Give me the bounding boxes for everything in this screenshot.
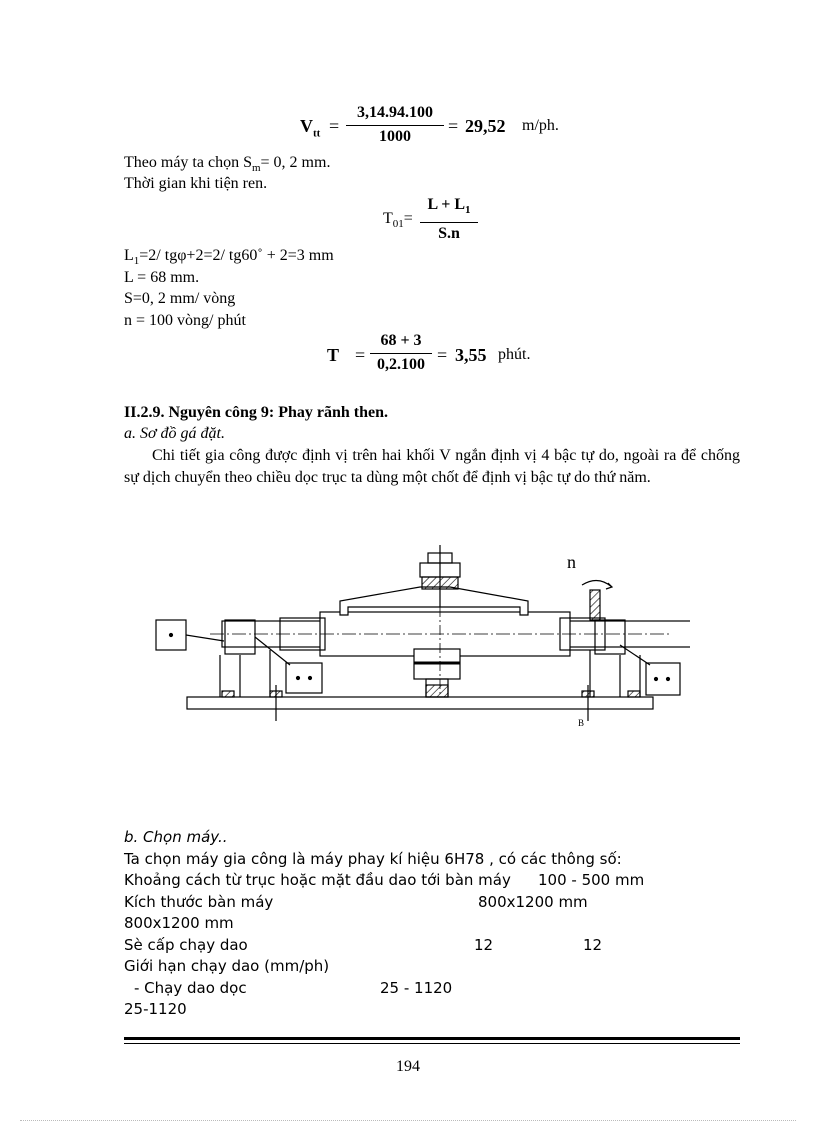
- formula-t01-numerator: $L + L_1$: [427, 196, 471, 217]
- formula-vtt-numerator: 3,14.94.100: [357, 104, 433, 121]
- formula-vtt-result: 29,52: [465, 116, 506, 136]
- spec-feed-limit-label: Giới hạn chạy dao (mm/ph): [124, 957, 330, 975]
- formula-t-eq1: =: [355, 345, 366, 365]
- line-time: Thời gian khi tiện ren.: [124, 175, 268, 192]
- line-n: n = 100 vòng/ phút: [124, 312, 246, 329]
- left-locator-box: [286, 663, 322, 693]
- formula-vtt-unit: m/ph.: [522, 117, 559, 134]
- formula-t: [327, 332, 587, 382]
- formula-t-eq2: =: [437, 345, 448, 365]
- footer-rule-thick: [124, 1037, 740, 1040]
- machine-intro: Ta chọn máy gia công là máy phay kí hiệu 6H78 , có các thông số:: [124, 850, 622, 868]
- spec-table-value: 800x1200 mm: [478, 893, 588, 911]
- formula-t-denominator: 0,2.100: [377, 356, 425, 373]
- formula-t01-denominator: S.n: [438, 225, 460, 243]
- clamp-bar: [340, 587, 528, 615]
- formula-t-lhs: T: [327, 345, 340, 365]
- spec-feed-steps-label: Sè cấp chạy dao: [124, 936, 248, 954]
- spec-table-label: Kích thước bàn máy: [124, 893, 274, 911]
- formula-t-numerator: 68 + 3: [380, 332, 422, 349]
- formula-t01-lhs: $T_{01}=$: [383, 210, 413, 231]
- section-heading: II.2.9. Nguyên công 9: Phay rãnh then.: [124, 404, 389, 421]
- formula-t01-fraction: [419, 196, 479, 243]
- formula-vtt-eq2: =: [448, 116, 459, 136]
- formula-vtt-eq1: =: [329, 116, 340, 136]
- formula-t01: [383, 196, 503, 244]
- right-locator-box: [646, 663, 680, 695]
- formula-vtt-fraction: [346, 104, 444, 146]
- label-n: n: [567, 552, 576, 572]
- footer-rule-thin: [124, 1043, 740, 1044]
- spec-longitudinal-value-2: 25-1120: [124, 1000, 187, 1018]
- label-b: B: [578, 718, 585, 728]
- spec-longitudinal-label: - Chạy dao dọc: [134, 979, 247, 997]
- formula-t-fraction: [369, 332, 433, 374]
- subsection-b: b. Chọn máy..: [124, 828, 228, 846]
- spec-feed-steps-value-2: 12: [583, 936, 603, 954]
- formula-t-unit: phút.: [498, 346, 531, 363]
- spec-longitudinal-value: 25 - 1120: [380, 979, 453, 997]
- formula-vtt: [300, 104, 600, 152]
- fixture-diagram: [150, 545, 690, 730]
- formula-t-result: 3,55: [455, 345, 487, 365]
- line-l: L = 68 mm.: [124, 269, 200, 286]
- paragraph-a: Chi tiết gia công được định vị trên hai khối V ngắn định vị 4 bậc tự do, ngoài ra để chống sự dịch chuyển theo chiều dọc trục ta dùng một chốt để định vị bậc tự do thứ năm.: [124, 447, 740, 486]
- page-edge-dots: [20, 1120, 796, 1121]
- page-number: 194: [396, 1058, 420, 1075]
- spec-table-value-2: 800x1200 mm: [124, 914, 234, 932]
- line-s: S=0, 2 mm/ vòng: [124, 290, 236, 307]
- base-plate: [187, 697, 653, 709]
- formula-vtt-lhs: $V_{tt}$: [300, 116, 321, 140]
- line-l1: $L_1=2/$ tgφ+2=2/ tg60˚ + 2=3 mm: [124, 247, 334, 268]
- line-sm: Theo máy ta chọn $S_m= 0$, 2 mm.: [124, 154, 331, 175]
- locating-pin: [590, 590, 600, 620]
- subsection-a: a. Sơ đồ gá đặt.: [124, 425, 225, 442]
- spec-feed-steps-value-1: 12: [474, 936, 494, 954]
- spec-distance-value: 100 - 500 mm: [538, 871, 645, 889]
- spec-distance-label: Khoảng cách từ trục hoặc mặt đầu dao tới bàn máy: [124, 871, 511, 889]
- formula-vtt-denominator: 1000: [379, 128, 411, 145]
